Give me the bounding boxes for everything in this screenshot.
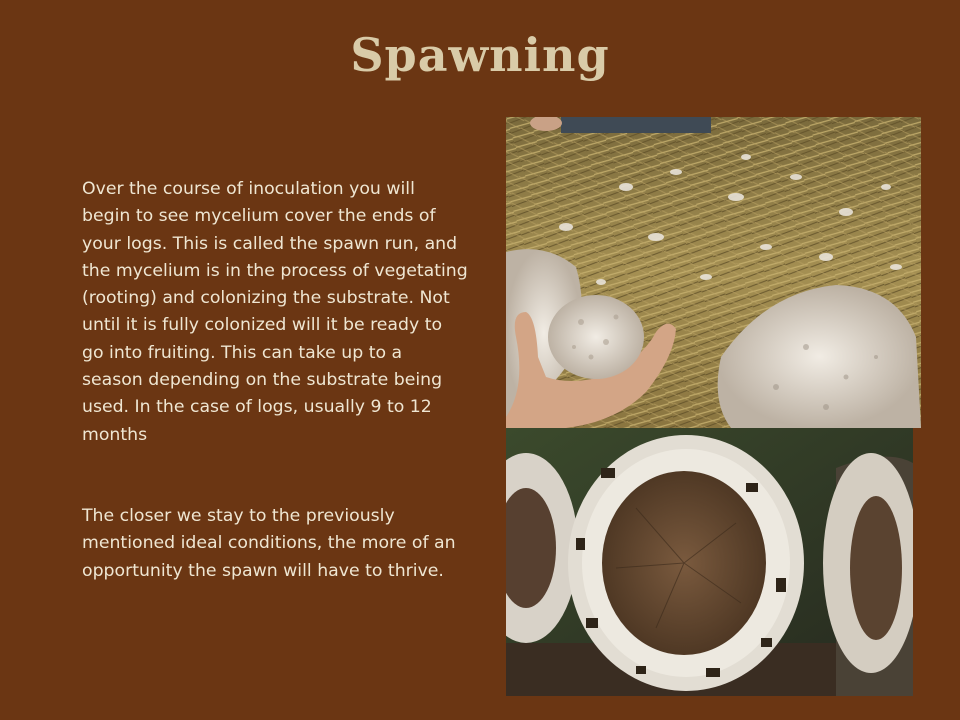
- paragraph-inoculation: Over the course of inoculation you will begin to see mycelium cover the ends of your logs. This is called the spawn run, and the mycelium is in the process of vegetating (rooting) and colonizing the substrate. Not until it is fully colonized will it be ready to go into fruiting. This can take up to a season depending on the substrate being used. In the case of logs, usually 9 to 12 months: [82, 179, 468, 445]
- log-ends-photo: [506, 428, 913, 696]
- body-text: [82, 176, 468, 585]
- slide-title: Spawning: [350, 28, 610, 82]
- straw-mycelium-photo: [506, 117, 921, 428]
- paragraph-conditions: The closer we stay to the previously mentioned ideal conditions, the more of an opportunity the spawn will have to thrive.: [82, 505, 456, 581]
